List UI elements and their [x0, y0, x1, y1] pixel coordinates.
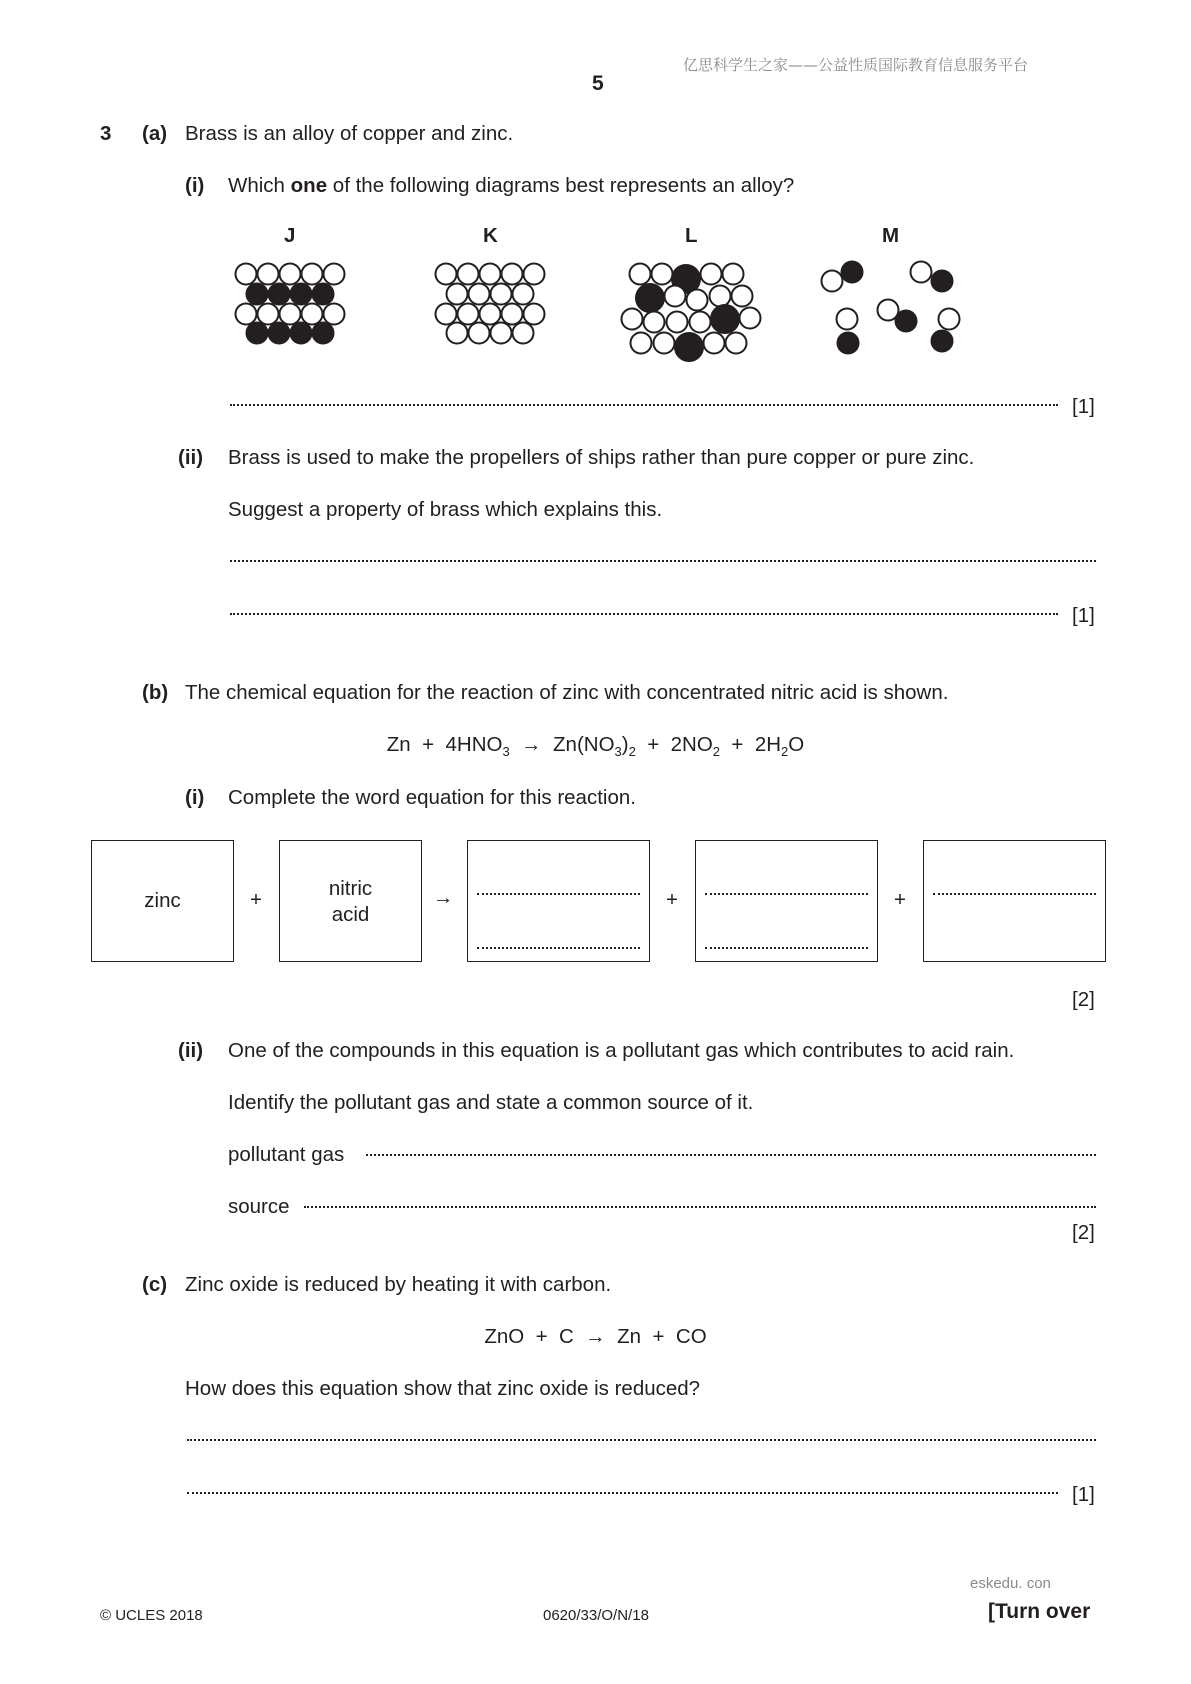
page-number: 5 — [592, 72, 604, 95]
mark-c: [1] — [1072, 1483, 1095, 1506]
eq-c-zno: ZnO — [484, 1325, 525, 1348]
atom-black — [291, 284, 312, 305]
atom-white — [644, 312, 665, 333]
atom-black — [636, 284, 664, 312]
part-a-i-text-before: Which — [228, 174, 291, 197]
part-c-text: Zinc oxide is reduced by heating it with carbon. — [185, 1273, 612, 1296]
atom-white — [524, 264, 545, 285]
atom-white — [513, 284, 534, 305]
mark-b-ii: [2] — [1072, 1221, 1095, 1244]
eq-zinc-nitrate: $Zn(NO_3)_2$ — [553, 733, 636, 759]
atom-black — [675, 333, 703, 361]
chemical-equation-c — [0, 1325, 1191, 1349]
eq-c-co: CO — [675, 1325, 707, 1348]
eq-plus: + — [731, 733, 744, 756]
atom-white — [654, 333, 675, 354]
answer-line-a-i[interactable] — [230, 402, 1058, 406]
eq-h2o: $2H_2O$ — [754, 733, 805, 759]
footer-turn-over: [Turn over — [988, 1600, 1091, 1623]
atom-white — [280, 304, 301, 325]
word-box-product-1-line-1[interactable] — [477, 891, 640, 895]
eq-no2: $2NO_2$ — [670, 733, 721, 759]
atom-white — [302, 264, 323, 285]
diagram-label-m: M — [882, 224, 900, 247]
atom-white — [458, 264, 479, 285]
atom-black — [313, 284, 334, 305]
atom-white — [436, 264, 457, 285]
part-a-ii-prompt: Suggest a property of brass which explains this. — [228, 498, 663, 521]
part-a-i-label: (i) — [185, 174, 205, 197]
atom-black — [932, 271, 953, 292]
atom-white — [447, 323, 468, 344]
atom-black — [291, 323, 312, 344]
word-box-product-1-line-2[interactable] — [477, 945, 640, 949]
atom-white — [458, 304, 479, 325]
eq-plus: + — [647, 733, 660, 756]
eq-c-carbon: C — [559, 1325, 574, 1348]
atom-white — [236, 264, 257, 285]
eq-arrow: → — [521, 733, 542, 756]
atom-white — [837, 309, 858, 330]
part-b-text: The chemical equation for the reaction of zinc with concentrated nitric acid is shown. — [185, 681, 949, 704]
atom-white — [630, 264, 651, 285]
atom-white — [631, 333, 652, 354]
atom-white — [280, 264, 301, 285]
atom-white — [710, 286, 731, 307]
atom-white — [469, 284, 490, 305]
word-plus-3: + — [894, 888, 906, 911]
footer-code: 0620/33/O/N/18 — [543, 1607, 649, 1624]
atom-white — [622, 309, 643, 330]
atom-white — [302, 304, 323, 325]
atom-white — [726, 333, 747, 354]
atom-white — [939, 309, 960, 330]
pollutant-gas-label: pollutant gas — [228, 1143, 345, 1166]
atom-white — [236, 304, 257, 325]
atom-white — [524, 304, 545, 325]
atom-white — [740, 308, 761, 329]
part-c-label: (c) — [142, 1273, 168, 1296]
answer-line-a-ii-1[interactable] — [230, 558, 1096, 562]
word-box-zinc — [91, 840, 234, 962]
chemical-equation-b — [0, 733, 1191, 757]
atom-black — [932, 331, 953, 352]
atom-white — [513, 323, 534, 344]
atom-black — [269, 284, 290, 305]
part-b-ii-label: (ii) — [178, 1039, 204, 1062]
atom-white — [723, 264, 744, 285]
word-box-product-2-line-2[interactable] — [705, 945, 868, 949]
word-box-product-2-line-1[interactable] — [705, 891, 868, 895]
word-plus-1: + — [250, 888, 262, 911]
part-a-ii-text: Brass is used to make the propellers of ships rather than pure copper or pure zinc. — [228, 446, 975, 469]
atom-white — [502, 304, 523, 325]
atom-white — [258, 304, 279, 325]
atom-black — [247, 284, 268, 305]
watermark-text: 亿思科学生之家——公益性质国际教育信息服务平台 — [683, 56, 1029, 74]
atom-white — [667, 312, 688, 333]
atom-white — [447, 284, 468, 305]
diagram-label-j: J — [284, 224, 296, 247]
part-a-label: (a) — [142, 122, 168, 145]
atom-black — [842, 262, 863, 283]
word-box-acid-text: acid — [331, 903, 370, 926]
atom-white — [480, 304, 501, 325]
eq-c-arrow: → — [585, 1325, 606, 1348]
atom-white — [324, 264, 345, 285]
word-box-nitric-text: nitric — [328, 877, 373, 900]
atom-white — [665, 286, 686, 307]
mark-a-ii: [1] — [1072, 604, 1095, 627]
footer-site: eskedu. con — [970, 1575, 1051, 1592]
atom-white — [469, 323, 490, 344]
word-box-zinc-text: zinc — [144, 889, 181, 912]
eq-c-plus: + — [652, 1325, 665, 1348]
part-b-i-text: Complete the word equation for this reaction. — [228, 786, 636, 809]
source-answer-line[interactable] — [304, 1204, 1096, 1208]
atom-white — [687, 290, 708, 311]
answer-line-c-2[interactable] — [187, 1490, 1058, 1494]
word-box-product-3-line-1[interactable] — [933, 891, 1096, 895]
part-a-text: Brass is an alloy of copper and zinc. — [185, 122, 514, 145]
part-b-ii-text: One of the compounds in this equation is a pollutant gas which contributes to acid rain. — [228, 1039, 1015, 1062]
atom-white — [491, 284, 512, 305]
atom-white — [480, 264, 501, 285]
part-a-i-text-bold: one — [290, 174, 328, 197]
word-box-product-2 — [695, 840, 878, 962]
word-plus-2: + — [666, 888, 678, 911]
eq-plus: + — [422, 733, 435, 756]
diagram-k — [430, 258, 545, 348]
word-box-product-3 — [923, 840, 1106, 962]
eq-c-zn: Zn — [617, 1325, 642, 1348]
atom-black — [313, 323, 334, 344]
footer-copyright: © UCLES 2018 — [100, 1607, 203, 1624]
atom-white — [911, 262, 932, 283]
word-box-product-1 — [467, 840, 650, 962]
diagram-label-k: K — [483, 224, 498, 247]
eq-hno3: $4HNO_3$ — [445, 733, 510, 759]
atom-white — [258, 264, 279, 285]
atom-white — [436, 304, 457, 325]
atom-black — [896, 311, 917, 332]
part-b-label: (b) — [142, 681, 169, 704]
answer-line-a-ii-2[interactable] — [230, 611, 1058, 615]
atom-black — [269, 323, 290, 344]
atom-white — [324, 304, 345, 325]
mark-b-i: [2] — [1072, 988, 1095, 1011]
atom-white — [690, 312, 711, 333]
atom-white — [701, 264, 722, 285]
atom-white — [704, 333, 725, 354]
part-c-prompt: How does this equation show that zinc oxide is reduced? — [185, 1377, 701, 1400]
atom-white — [732, 286, 753, 307]
eq-c-plus: + — [535, 1325, 548, 1348]
part-b-ii-prompt: Identify the pollutant gas and state a common source of it. — [228, 1091, 754, 1114]
diagram-l — [618, 258, 768, 363]
word-arrow: → — [433, 886, 454, 909]
answer-line-c-1[interactable] — [187, 1437, 1096, 1441]
source-label: source — [228, 1195, 290, 1218]
atom-white — [491, 323, 512, 344]
atom-white — [822, 271, 843, 292]
diagram-label-l: L — [685, 224, 698, 247]
part-a-ii-label: (ii) — [178, 446, 204, 469]
diagram-j — [230, 258, 345, 348]
pollutant-gas-answer-line[interactable] — [366, 1152, 1096, 1156]
atom-black — [711, 305, 739, 333]
atom-white — [502, 264, 523, 285]
atom-black — [838, 333, 859, 354]
atom-black — [247, 323, 268, 344]
mark-a-i: [1] — [1072, 395, 1095, 418]
eq-zn: Zn — [386, 733, 411, 756]
word-box-nitric-acid — [279, 840, 422, 962]
part-a-i-text-after: of the following diagrams best represents an alloy? — [327, 174, 795, 197]
part-b-i-label: (i) — [185, 786, 205, 809]
part-a-i-question — [228, 174, 794, 198]
question-number: 3 — [100, 122, 112, 145]
diagram-m — [815, 258, 970, 358]
atom-white — [652, 264, 673, 285]
